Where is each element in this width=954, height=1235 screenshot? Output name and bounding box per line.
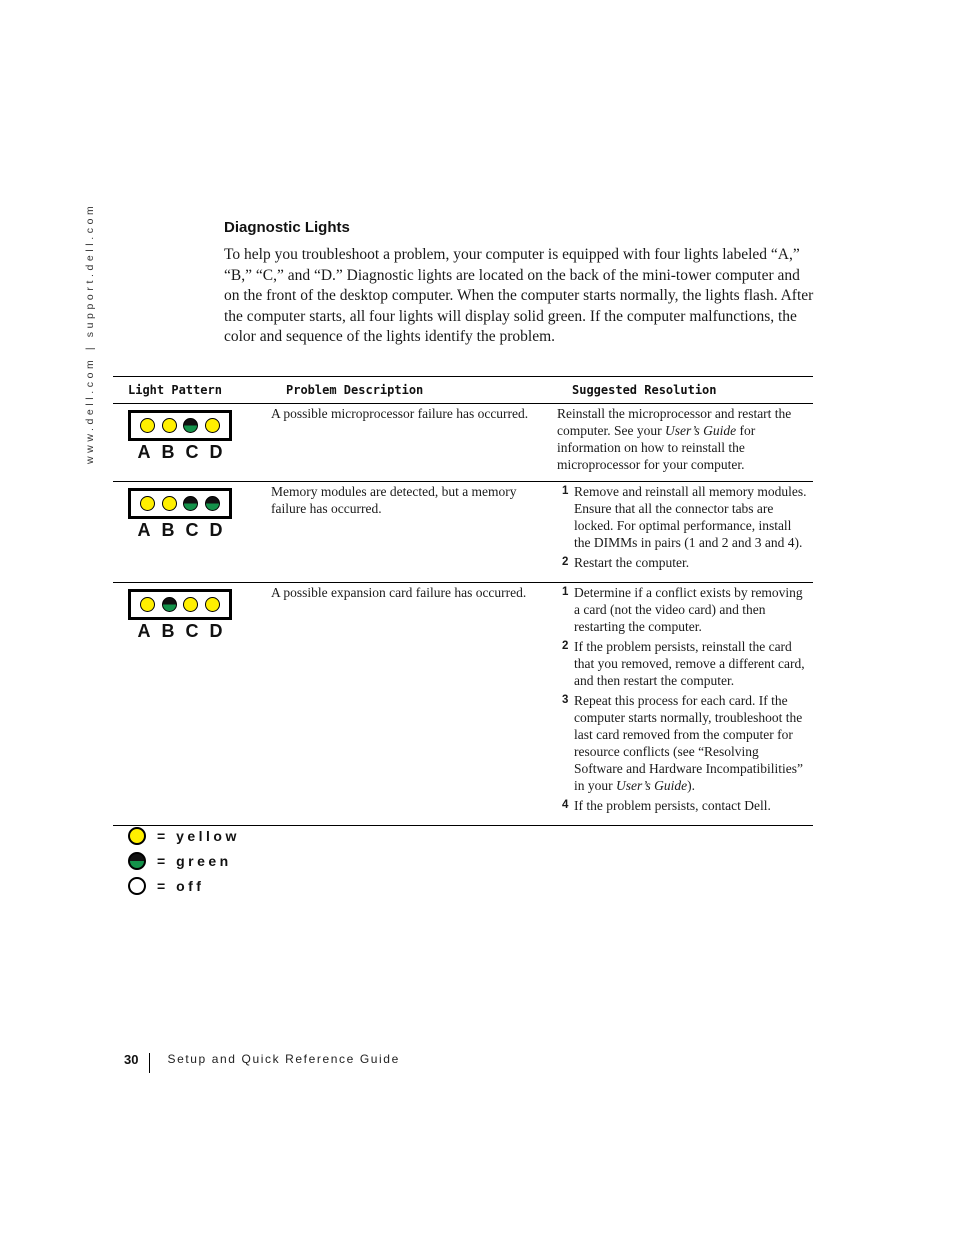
light-a-indicator bbox=[140, 418, 155, 433]
problem-description-cell bbox=[271, 583, 557, 826]
letter-c: C bbox=[185, 621, 199, 641]
problem-description-cell bbox=[271, 482, 557, 583]
yellow-light-icon bbox=[128, 827, 146, 845]
step-number: 3 bbox=[562, 694, 569, 706]
page-number: 30 bbox=[124, 1051, 139, 1067]
light-c-indicator bbox=[183, 597, 198, 612]
suggested-resolution bbox=[557, 583, 813, 825]
side-url: www.dell.com | support.dell.com bbox=[84, 202, 96, 464]
light-letters bbox=[128, 444, 232, 461]
light-pattern bbox=[128, 410, 232, 441]
list-item bbox=[557, 692, 807, 794]
problem-description: Memory modules are detected, but a memory failure has occurred. bbox=[271, 484, 517, 516]
letter-b: B bbox=[161, 621, 175, 641]
table-row bbox=[113, 482, 813, 583]
off-light-icon bbox=[128, 877, 146, 895]
legend-label: = yellow bbox=[157, 827, 240, 844]
light-d-indicator bbox=[205, 496, 220, 511]
suggested-resolution-cell bbox=[557, 404, 813, 482]
step-text: If the problem persists, contact Dell. bbox=[574, 798, 771, 813]
letter-a: A bbox=[137, 442, 151, 462]
light-legend bbox=[128, 823, 240, 898]
resolution-steps bbox=[557, 584, 807, 814]
step-text: Restart the computer. bbox=[574, 555, 690, 570]
letter-b: B bbox=[161, 442, 175, 462]
step-number: 1 bbox=[562, 485, 569, 497]
light-c-indicator bbox=[183, 496, 198, 511]
step-number: 1 bbox=[562, 586, 569, 598]
diagnostic-lights-table bbox=[113, 376, 813, 826]
letter-c: C bbox=[185, 442, 199, 462]
suggested-resolution bbox=[557, 404, 813, 481]
light-pattern bbox=[128, 589, 232, 620]
legend-item-off bbox=[128, 873, 240, 898]
intro-paragraph: To help you troubleshoot a problem, your computer is equipped with four lights labeled “A,” “B,” “C,” and “D.” Diagnostic lights are located on the back of the mini-tower computer and on the front of the desktop computer. When the computer starts normally, the lights flash. After the computer starts, all four lights will display solid green. If the computer malfunctions, the color and sequence of the lights identify the problem. bbox=[224, 246, 814, 345]
section-title: Diagnostic Lights bbox=[224, 219, 350, 236]
letter-d: D bbox=[209, 520, 223, 540]
problem-description: A possible microprocessor failure has occurred. bbox=[271, 406, 529, 421]
light-b-indicator bbox=[162, 597, 177, 612]
users-guide-ref: User’s Guide bbox=[616, 778, 688, 793]
light-b-indicator bbox=[162, 496, 177, 511]
step-text: If the problem persists, reinstall the card that you removed, remove a different card, and then restart the computer. bbox=[574, 639, 805, 688]
problem-description: A possible expansion card failure has occurred. bbox=[271, 585, 527, 600]
letter-a: A bbox=[137, 621, 151, 641]
light-d-indicator bbox=[205, 597, 220, 612]
light-pattern-cell bbox=[113, 404, 271, 482]
resolution-text: Reinstall the microprocessor and restart the computer. See your bbox=[557, 406, 792, 438]
light-pattern bbox=[128, 488, 232, 519]
letter-d: D bbox=[209, 621, 223, 641]
footer-title: Setup and Quick Reference Guide bbox=[167, 1052, 400, 1066]
legend-item-green bbox=[128, 848, 240, 873]
step-text: Repeat this process for each card. If the computer starts normally, troubleshoot the last card removed from the computer for resource conflicts (see “Resolving Software and Hardware Incompatibilities” in your bbox=[574, 693, 804, 793]
list-item bbox=[557, 584, 807, 635]
legend-label: = green bbox=[157, 852, 232, 869]
green-light-icon bbox=[128, 852, 146, 870]
users-guide-ref: User’s Guide bbox=[664, 423, 737, 438]
step-number: 4 bbox=[562, 799, 569, 811]
letter-c: C bbox=[185, 520, 199, 540]
list-item bbox=[557, 483, 807, 551]
light-letters bbox=[128, 522, 232, 539]
step-text: Remove and reinstall all memory modules. Ensure that all the connector tabs are locked. For optimal performance, install the DIMMs in pairs (1 and 2 and 3 and 4). bbox=[574, 484, 807, 550]
light-d-indicator bbox=[205, 418, 220, 433]
suggested-resolution bbox=[557, 482, 813, 582]
page-footer bbox=[124, 1049, 400, 1069]
legend-label: = off bbox=[157, 877, 205, 894]
step-number: 2 bbox=[562, 556, 569, 568]
light-pattern-cell bbox=[113, 482, 271, 583]
suggested-resolution-cell bbox=[557, 482, 813, 583]
header-problem-description: Problem Description bbox=[271, 377, 557, 404]
light-a-indicator bbox=[140, 496, 155, 511]
resolution-steps bbox=[557, 483, 807, 571]
list-item bbox=[557, 554, 807, 571]
step-text: ). bbox=[687, 778, 696, 793]
step-number: 2 bbox=[562, 640, 569, 652]
light-a-indicator bbox=[140, 597, 155, 612]
light-c-indicator bbox=[183, 418, 198, 433]
suggested-resolution-cell bbox=[557, 583, 813, 826]
light-letters bbox=[128, 623, 232, 640]
list-item bbox=[557, 638, 807, 689]
header-light-pattern: Light Pattern bbox=[113, 377, 271, 404]
letter-d: D bbox=[209, 442, 223, 462]
footer-divider bbox=[149, 1053, 150, 1073]
problem-description-cell bbox=[271, 404, 557, 482]
table-row bbox=[113, 583, 813, 826]
letter-a: A bbox=[137, 520, 151, 540]
list-item bbox=[557, 797, 807, 814]
letter-b: B bbox=[161, 520, 175, 540]
table-header-row bbox=[113, 377, 813, 404]
legend-item-yellow bbox=[128, 823, 240, 848]
table-row bbox=[113, 404, 813, 482]
light-pattern-cell bbox=[113, 583, 271, 826]
resolution-text: for information on how to reinstall the microprocessor for your computer. bbox=[557, 423, 756, 472]
header-suggested-resolution: Suggested Resolution bbox=[557, 377, 813, 404]
step-text: Determine if a conflict exists by removing a card (not the video card) and then restarting the computer. bbox=[574, 585, 803, 634]
light-b-indicator bbox=[162, 418, 177, 433]
